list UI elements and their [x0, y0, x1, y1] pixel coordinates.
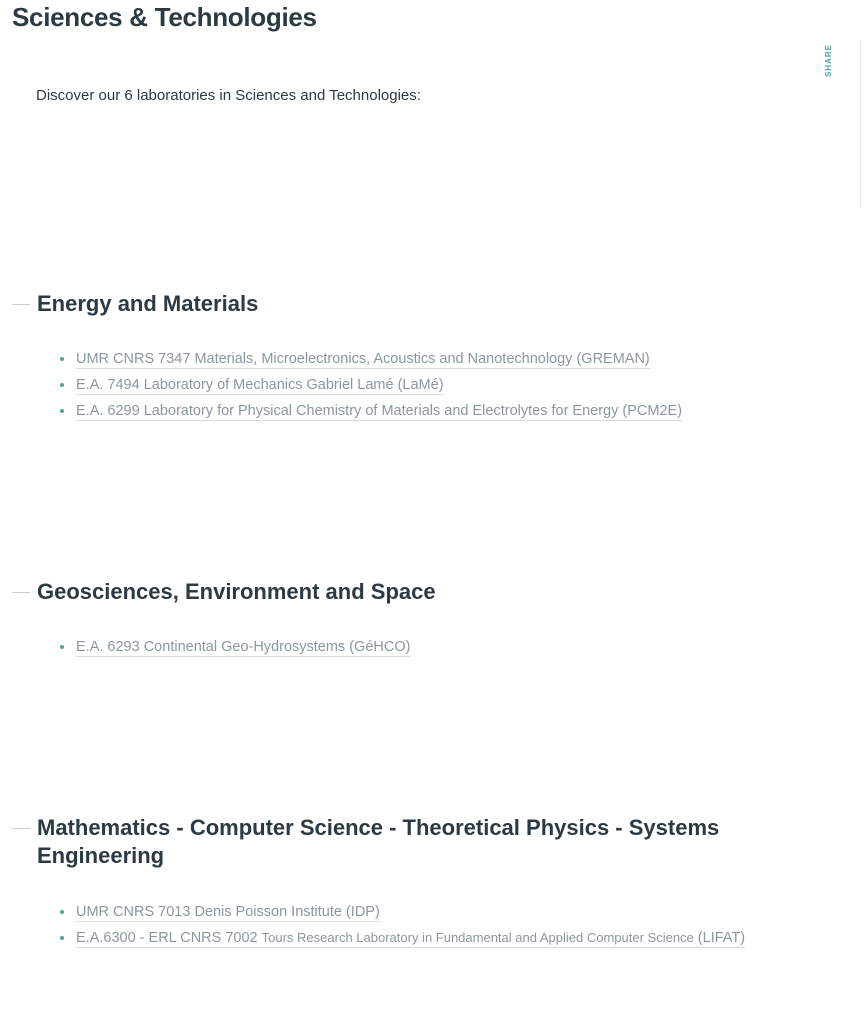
share-button[interactable]: SHARE: [824, 43, 833, 77]
list-item: [76, 899, 756, 925]
section-geosciences: [0, 578, 866, 660]
list-item: [76, 372, 756, 398]
lab-list: [0, 634, 866, 660]
section-energy-materials: [0, 290, 866, 424]
lab-list: [0, 899, 866, 951]
lab-link-gehco[interactable]: E.A. 6293 Continental Geo-Hydrosystems (GéHCO): [76, 639, 411, 655]
page-title: Sciences & Technologies: [12, 2, 317, 32]
lab-link-idp[interactable]: UMR CNRS 7013 Denis Poisson Institute (IDP): [76, 904, 380, 920]
lab-list: [0, 346, 866, 424]
lab-link-lifat-prefix: E.A.6300 - ERL CNRS 7002: [76, 930, 262, 946]
section-heading: Energy and Materials: [37, 290, 797, 318]
lab-link-greman[interactable]: UMR CNRS 7347 Materials, Microelectronics, Acoustics and Nanotechnology (GREMAN): [76, 351, 650, 367]
list-item: [76, 398, 756, 424]
intro-text: Discover our 6 laboratories in Sciences and Technologies:: [36, 87, 421, 104]
section-heading: Geosciences, Environment and Space: [37, 578, 797, 606]
list-item: [76, 634, 756, 660]
list-item: [76, 925, 756, 951]
share-divider: [860, 40, 861, 208]
lab-link-lifat-name: Tours Research Laboratory in Fundamental and Applied Computer Science: [261, 930, 694, 945]
section-mathematics: [0, 814, 866, 951]
section-heading: Mathematics - Computer Science - Theoretical Physics - Systems Engineering: [37, 814, 797, 870]
list-item: [76, 346, 756, 372]
lab-link-pcm2e[interactable]: E.A. 6299 Laboratory for Physical Chemistry of Materials and Electrolytes for Energy (PCM2E): [76, 403, 683, 419]
lab-link-lifat-suffix: (LIFAT): [693, 930, 746, 946]
lab-link-lame[interactable]: E.A. 7494 Laboratory of Mechanics Gabriel Lamé (LaMé): [76, 377, 444, 393]
lab-link-lifat[interactable]: [76, 930, 745, 948]
